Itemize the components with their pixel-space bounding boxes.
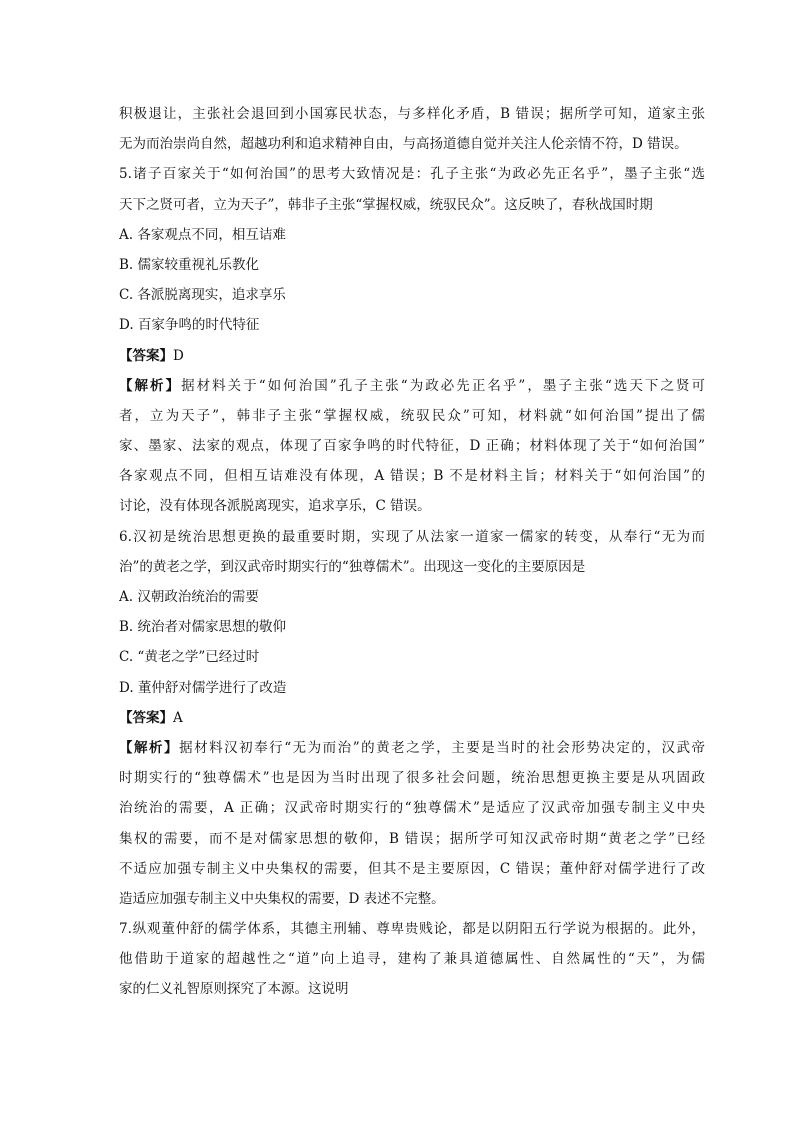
answer-label: 【答案】 bbox=[119, 347, 173, 364]
answer-label: 【答案】 bbox=[119, 709, 173, 726]
analysis-label: 【解析】 bbox=[119, 739, 180, 756]
question-stem-line: 5.诸子百家关于“如何治国”的思考大致情况是：孔子主张“为政必先正名乎”，墨子主张“选 bbox=[119, 166, 705, 183]
continuation-line: 积极退让，主张社会退回到小国寡民状态，与多样化矛盾，B 错误；据所学可知，道家主张 bbox=[119, 106, 705, 122]
option-a: A. 汉朝政治统治的需要 bbox=[119, 589, 259, 605]
question-stem-line: 6.汉初是统治思想更换的最重要时期，实现了从法家一道家一儒家的转变，从奉行“无为而 bbox=[119, 528, 705, 545]
question-stem-line: 他借助于道家的超越性之“道”向上追寻，建构了兼具道德属性、自然属性的“天”，为儒 bbox=[119, 951, 705, 968]
analysis-line: 者，立为天子”，韩非子主张“掌握权威，统驭民众”可知，材料就“如何治国”提出了儒 bbox=[119, 407, 705, 424]
continuation-line: 无为而治崇尚自然，超越功利和追求精神自由，与高扬道德自觉并关注人伦亲情不符，D 错误。 bbox=[119, 136, 688, 153]
option-d: D. 董仲舒对儒学进行了改造 bbox=[119, 679, 287, 696]
question-7 bbox=[119, 914, 705, 1005]
analysis-line: 时期实行的“独尊儒术”也是因为当时出现了很多社会问题，统治思想更换主要是从巩固政 bbox=[119, 770, 705, 787]
analysis-text: 据材料汉初奉行“无为而治”的黄老之学，主要是当时的社会形势决定的，汉武帝 bbox=[179, 739, 705, 756]
analysis-line: 不适应加强专制主义中央集权的需要，但其不是主要原因，C 错误；董仲舒对儒学进行了改 bbox=[119, 860, 705, 877]
option-b: B. 儒家较重视礼乐教化 bbox=[119, 256, 260, 273]
question-stem-line: 治”的黄老之学，到汉武帝时期实行的“独尊儒术”。出现这一变化的主要原因是 bbox=[119, 558, 586, 575]
analysis-line bbox=[119, 733, 705, 763]
analysis-line: 集权的需要，而不是对儒家思想的敬仰，B 错误；据所学可知汉武帝时期“黄老之学”已经 bbox=[119, 830, 705, 847]
option-d: D. 百家争鸣的时代特征 bbox=[119, 317, 260, 334]
answer-line bbox=[119, 341, 705, 371]
question-stem-line: 天下之贤可者，立为天子”，韩非子主张“掌握权威，统驭民众”。这反映了，春秋战国时期 bbox=[119, 196, 653, 213]
analysis-line: 讨论，没有体现各派脱离现实，追求享乐，C 错误。 bbox=[119, 498, 431, 515]
analysis-line: 家、墨家、法家的观点，体现了百家争鸣的时代特征，D 正确；材料体现了关于“如何治国” bbox=[119, 438, 705, 455]
question-6 bbox=[119, 522, 705, 914]
analysis-line bbox=[119, 371, 705, 401]
analysis-label: 【解析】 bbox=[119, 377, 182, 394]
answer-value: D bbox=[173, 347, 184, 364]
answer-line bbox=[119, 703, 705, 733]
analysis-line: 治统治的需要，A 正确；汉武帝时期实行的“独尊儒术”是适应了汉武帝加强专制主义中央 bbox=[119, 800, 705, 817]
option-a: A. 各家观点不同，相互诘难 bbox=[119, 226, 286, 243]
option-c: C. 各派脱离现实，追求享乐 bbox=[119, 287, 286, 304]
analysis-line: 造适应加强专制主义中央集权的需要，D 表述不完整。 bbox=[119, 890, 445, 907]
analysis-line: 各家观点不同，但相互诘难没有体现，A 错误；B 不是材料主旨；材料关于“如何治国”的 bbox=[119, 468, 705, 485]
analysis-text: 据材料关于“如何治国”孔子主张“为政必先正名乎”，墨子主张“选天下之贤可 bbox=[181, 377, 705, 394]
document-body bbox=[119, 99, 705, 1005]
option-b: B. 统治者对儒家思想的敬仰 bbox=[119, 619, 287, 636]
option-c: C. “黄老之学”已经过时 bbox=[119, 649, 260, 666]
question-5 bbox=[119, 159, 705, 521]
answer-value: A bbox=[173, 709, 183, 726]
question-stem-line: 家的仁义礼智原则探究了本源。这说明 bbox=[119, 981, 349, 998]
question-stem-line: 7.纵观董仲舒的儒学体系，其德主刑辅、尊卑贵贱论，都是以阴阳五行学说为根据的。此外， bbox=[119, 921, 705, 938]
